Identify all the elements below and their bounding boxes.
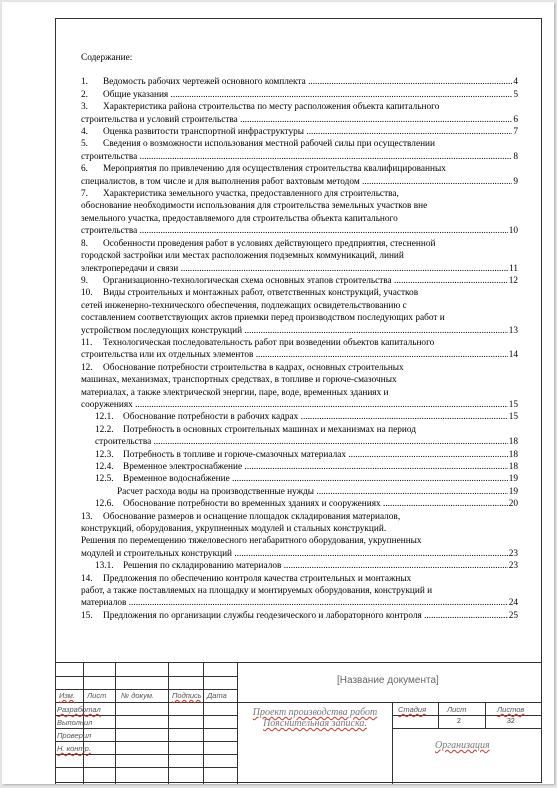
- tb-line: [203, 663, 204, 784]
- role-developer: Разработал: [57, 705, 101, 714]
- toc-title: Содержание:: [81, 53, 133, 63]
- toc-entry-line: [81, 573, 516, 585]
- toc-entry-text: Организационно-технологическая схема основных этапов строительства: [103, 275, 392, 286]
- toc-entry-text: строительства или их отдельных элементов: [81, 350, 254, 361]
- toc-entry: [81, 101, 516, 126]
- toc-entry-line: [81, 89, 516, 101]
- toc-entry: [81, 362, 516, 412]
- tb-line: [55, 741, 237, 742]
- toc-page-number: 15: [508, 399, 518, 410]
- toc-page-number: 23: [508, 561, 518, 572]
- tb-line: [55, 754, 237, 755]
- toc-entry-text: Потребность в основных строительных машинах и механизмах на период: [123, 424, 416, 435]
- toc-entry-text: Временное водоснабжение: [123, 474, 230, 485]
- tb-line: [392, 728, 542, 729]
- toc-leader: [281, 561, 516, 571]
- toc-entry-line: [81, 523, 516, 535]
- toc-entry-text: строительства: [81, 226, 138, 237]
- toc-entry-line: [81, 151, 516, 163]
- toc-entry-text: материалах, а также электрической энергии, паре, воде, временных зданиях и: [81, 387, 389, 398]
- toc-entry-line: [81, 76, 516, 88]
- toc-entry-line: [81, 176, 516, 188]
- toc-entry-text: Виды строительных и монтажных работ, ответственных конструкций, участков: [103, 288, 419, 299]
- toc-entry: [81, 76, 516, 88]
- toc-page-number: 19: [508, 486, 518, 497]
- toc-page-number: 8: [513, 151, 518, 162]
- stage-label: Стадия: [398, 705, 427, 714]
- tb-line: [55, 715, 237, 716]
- toc-entry-text: Временное электроснабжение: [123, 462, 243, 472]
- toc-page-number: 14: [508, 350, 518, 361]
- toc-entry-text: сетей инженерно-технического обеспечения, подлежащих освидетельствованию с: [81, 300, 407, 311]
- toc-entry-text: обоснование необходимости использования для строительства земельных участков вне: [81, 201, 428, 212]
- toc-entry-line: [117, 486, 516, 498]
- toc-entry-line: [81, 138, 516, 150]
- toc-entry-text: Потребность в топливе и горюче-смазочных материалах: [123, 449, 346, 460]
- toc-entry: [81, 486, 516, 498]
- toc-leader: [238, 115, 516, 125]
- toc-leader: [360, 177, 516, 187]
- toc-entry-line: [81, 126, 516, 138]
- toc-entry-number: 2.: [81, 89, 88, 100]
- toc-entry: [81, 560, 516, 572]
- sheet-label: Лист: [447, 705, 467, 714]
- toc-entry-line: [81, 114, 516, 126]
- toc-entry-line: [81, 511, 516, 523]
- toc-leader: [306, 77, 516, 87]
- role-norm-control: Н. контр.: [57, 744, 91, 753]
- header-date: Дата: [207, 691, 227, 700]
- header-list: Лист: [87, 691, 107, 700]
- toc-page-number: 25: [508, 610, 518, 621]
- toc-leader: [133, 400, 516, 410]
- toc-page-number: 18: [508, 437, 518, 448]
- toc-leader: [314, 487, 516, 497]
- toc-entry-text: Обоснование потребности во временных зданиях и сооружениях: [123, 499, 381, 510]
- toc-entry-line: [81, 263, 516, 275]
- toc-entry-line: [81, 225, 516, 237]
- toc-entry-number: 15.: [81, 610, 93, 621]
- toc-entry-text: строительства: [81, 151, 138, 162]
- toc-entry: [81, 424, 516, 449]
- toc-entry-text: электропередачи и связи: [81, 263, 179, 274]
- toc-entry-line: [81, 300, 516, 312]
- toc-leader: [304, 127, 516, 137]
- document-page: [2, 2, 554, 784]
- toc-entry-number: 12.6.: [95, 499, 114, 510]
- toc-entry-text: Ведомость рабочих чертежей основного комплекта: [103, 77, 306, 88]
- toc-page-number: 12: [508, 275, 518, 286]
- toc-entry: [81, 610, 516, 622]
- toc-entry-number: 12.2.: [95, 424, 114, 435]
- toc-entry-line: [81, 535, 516, 547]
- toc-entry-text: Обоснование потребности строительства в кадрах, основных строительных: [103, 362, 404, 373]
- project-title: [241, 707, 389, 729]
- toc-page-number: 6: [513, 114, 518, 125]
- toc-leader: [137, 226, 516, 236]
- toc-entry-line: [81, 349, 516, 361]
- toc-list: [81, 76, 516, 622]
- toc-entry-number: 9.: [81, 275, 88, 286]
- toc-entry-text: работ, а также поставляемых на площадку и монтируемых оборудования, конструкций и: [81, 586, 433, 597]
- toc-entry-number: 3.: [81, 102, 88, 113]
- toc-leader: [298, 412, 516, 422]
- toc-entry-line: [81, 238, 516, 250]
- toc-entry-line: [95, 424, 516, 436]
- toc-entry-text: Характеристика района строительства по месту расположения объекта капитального: [103, 102, 440, 113]
- toc-entry-text: земельного участка, предоставляемого для строительства объекта капитального: [81, 213, 398, 224]
- header-sign: Подпись: [172, 691, 202, 700]
- toc-entry-line: [81, 325, 516, 337]
- toc-entry-line: [81, 597, 516, 609]
- toc-leader: [381, 499, 516, 509]
- toc-page-number: 19: [508, 474, 518, 485]
- toc-entry-line: [81, 188, 516, 200]
- header-izm: Изм.: [59, 691, 75, 700]
- toc-leader: [151, 437, 516, 447]
- toc-entry: [81, 498, 516, 510]
- toc-page-number: 4: [513, 77, 518, 88]
- toc-entry-line: [81, 374, 516, 386]
- toc-entry-line: [95, 560, 516, 572]
- toc-entry: [81, 138, 516, 163]
- toc-leader: [346, 450, 516, 460]
- toc-entry-number: 4.: [81, 127, 88, 138]
- toc-entry-text: специалистов, в том числе и для выполнения работ вахтовым методом: [81, 176, 360, 187]
- toc-leader: [422, 611, 516, 621]
- toc-entry-line: [95, 436, 516, 448]
- role-executor: Выполнил: [57, 718, 93, 727]
- toc-page-number: 9: [513, 176, 518, 187]
- toc-entry-number: 5.: [81, 139, 88, 150]
- toc-entry-text: составлением соответствующих актов приемки перед производством последующих работ и: [81, 313, 445, 324]
- toc-entry-number: 12.1.: [95, 412, 114, 423]
- toc-entry: [81, 337, 516, 362]
- toc-entry: [81, 188, 516, 238]
- toc-leader: [230, 474, 516, 484]
- toc-page-number: 20: [508, 499, 518, 510]
- toc-entry-text: Предложения по обеспечению контроля качества строительных и монтажных: [103, 573, 412, 584]
- sheets-label: Листов: [497, 705, 525, 714]
- toc-leader: [253, 350, 516, 360]
- toc-entry-line: [81, 200, 516, 212]
- toc-entry-number: 1.: [81, 77, 88, 88]
- document-name: [Название документа]: [337, 675, 439, 686]
- toc-entry-number: 11.: [81, 337, 93, 348]
- toc-leader: [242, 326, 516, 336]
- toc-entry: [81, 287, 516, 337]
- toc-entry: [81, 163, 516, 188]
- toc-entry-number: 12.4.: [95, 462, 114, 472]
- toc-entry: [81, 449, 516, 461]
- toc-entry-text: Особенности проведения работ в условиях действующего предприятия, стесненной: [103, 238, 436, 249]
- toc-entry-text: строительства: [95, 437, 152, 448]
- toc-entry-line: [81, 163, 516, 175]
- toc-leader: [232, 549, 516, 559]
- toc-entry-line: [81, 250, 516, 262]
- toc-entry-number: 13.: [81, 511, 93, 522]
- tb-line: [55, 702, 542, 703]
- header-doc-no: № докум.: [121, 691, 155, 700]
- toc-entry-line: [81, 362, 516, 374]
- tb-line: [237, 663, 238, 784]
- tb-line: [392, 715, 542, 716]
- sheets-value: 32: [507, 718, 515, 725]
- toc-entry-number: 12.: [81, 362, 93, 373]
- toc-entry-text: Обоснование размеров и оснащение площадок складирования материалов,: [103, 511, 401, 522]
- toc-entry-text: городской застройки или местах расположения подземных коммуникаций, линий: [81, 251, 404, 262]
- toc-entry: [81, 461, 516, 473]
- toc-page-number: 10: [508, 226, 518, 237]
- toc-entry: [81, 275, 516, 287]
- toc-entry: [81, 573, 516, 610]
- toc-entry-text: Решения по перемещению тяжеловесного негабаритного оборудования, укрупненных: [81, 536, 422, 547]
- toc-page-number: 11: [509, 263, 518, 274]
- toc-entry-line: [81, 399, 516, 411]
- tb-line: [55, 728, 237, 729]
- toc-entry-line: [95, 411, 516, 423]
- toc-page-number: 24: [508, 598, 518, 609]
- toc-entry-line: [81, 337, 516, 349]
- toc-entry-text: сооружениях: [81, 399, 133, 410]
- toc-entry-line: [95, 449, 516, 461]
- toc-entry-text: Решения по складированию материалов: [123, 561, 282, 572]
- toc-entry: [81, 411, 516, 423]
- toc-entry-text: строительства и условий строительства: [81, 114, 238, 125]
- toc-page-number: 18: [508, 449, 518, 460]
- table-of-contents: [81, 52, 516, 622]
- toc-entry-text: Сведения о возможности использования местной рабочей силы при осуществлении: [103, 139, 435, 150]
- toc-entry-number: 7.: [81, 189, 88, 200]
- toc-entry-line: [81, 101, 516, 113]
- toc-entry-line: [81, 610, 516, 622]
- toc-entry: [81, 89, 516, 101]
- toc-entry-text: Оценка развитости транспортной инфраструктуры: [103, 127, 305, 138]
- toc-entry-number: 10.: [81, 288, 93, 299]
- tb-line: [55, 767, 237, 768]
- toc-entry-text: Мероприятия по привлечению для осуществления строительства квалифицированных: [103, 164, 446, 175]
- toc-entry-line: [81, 312, 516, 324]
- toc-page-number: 15: [508, 412, 518, 423]
- toc-leader: [137, 152, 516, 162]
- toc-entry-text: Технологическая последовательность работ при возведении объектов капитального: [103, 337, 435, 348]
- toc-entry-number: 14.: [81, 573, 93, 584]
- toc-entry-line: [81, 585, 516, 597]
- toc-entry-text: Характеристика земельного участка, предоставленного для строительства,: [103, 189, 399, 200]
- toc-entry-number: 12.5.: [95, 474, 114, 485]
- toc-entry-text: Предложения по организации службы геодезического и лабораторного контроля: [103, 610, 422, 621]
- toc-entry-line: [95, 498, 516, 510]
- toc-entry-text: устройством последующих конструкций: [81, 325, 243, 336]
- toc-page-number: 23: [508, 548, 518, 559]
- toc-entry-text: материалов: [81, 598, 127, 609]
- toc-entry: [81, 238, 516, 275]
- toc-page-number: 18: [508, 462, 518, 472]
- toc-entry-text: машинах, механизмах, транспортных средствах, в топливе и горюче-смазочных: [81, 375, 397, 386]
- toc-leader: [168, 90, 516, 100]
- toc-entry-text: Общие указания: [103, 89, 169, 100]
- project-line-1: Проект производства работ: [252, 707, 378, 718]
- toc-leader: [178, 264, 516, 274]
- tb-line: [55, 689, 237, 690]
- toc-entry-line: [81, 287, 516, 299]
- toc-page-number: 7: [513, 127, 518, 138]
- toc-page-number: 13: [508, 325, 518, 336]
- project-line-2: Пояснительная записка.: [263, 718, 367, 729]
- toc-entry-line: [81, 387, 516, 399]
- toc-leader: [242, 462, 516, 472]
- toc-entry-line: [81, 548, 516, 560]
- toc-entry-line: [81, 213, 516, 225]
- toc-entry: [81, 473, 516, 485]
- toc-entry-line: [81, 275, 516, 287]
- toc-entry-number: 8.: [81, 238, 88, 249]
- tb-line: [115, 663, 116, 784]
- toc-entry: [81, 126, 516, 138]
- tb-line: [168, 663, 169, 784]
- toc-leader: [392, 276, 516, 286]
- toc-entry-text: конструкций, оборудования, укрупненных модулей и стальных конструкций.: [81, 524, 387, 535]
- toc-entry-line: [95, 473, 516, 485]
- title-block: [55, 662, 542, 784]
- toc-entry-number: 13.1.: [95, 561, 114, 572]
- tb-line: [55, 676, 237, 677]
- toc-entry: [81, 511, 516, 561]
- toc-entry-number: 12.3.: [95, 449, 114, 460]
- toc-entry-number: 6.: [81, 164, 88, 175]
- role-checker: Проверил: [57, 731, 92, 740]
- toc-page-number: 5: [513, 89, 518, 100]
- toc-entry-text: модулей и строительных конструкций: [81, 548, 233, 559]
- toc-entry-text: Расчет расхода воды на производственные нужды: [117, 486, 315, 497]
- tb-line: [55, 663, 56, 784]
- toc-entry-line: [95, 461, 516, 473]
- organization: Организация: [435, 740, 490, 751]
- toc-entry-text: Обоснование потребности в рабочих кадрах: [123, 412, 299, 423]
- sheet-value: 2: [457, 718, 461, 725]
- toc-leader: [126, 598, 516, 608]
